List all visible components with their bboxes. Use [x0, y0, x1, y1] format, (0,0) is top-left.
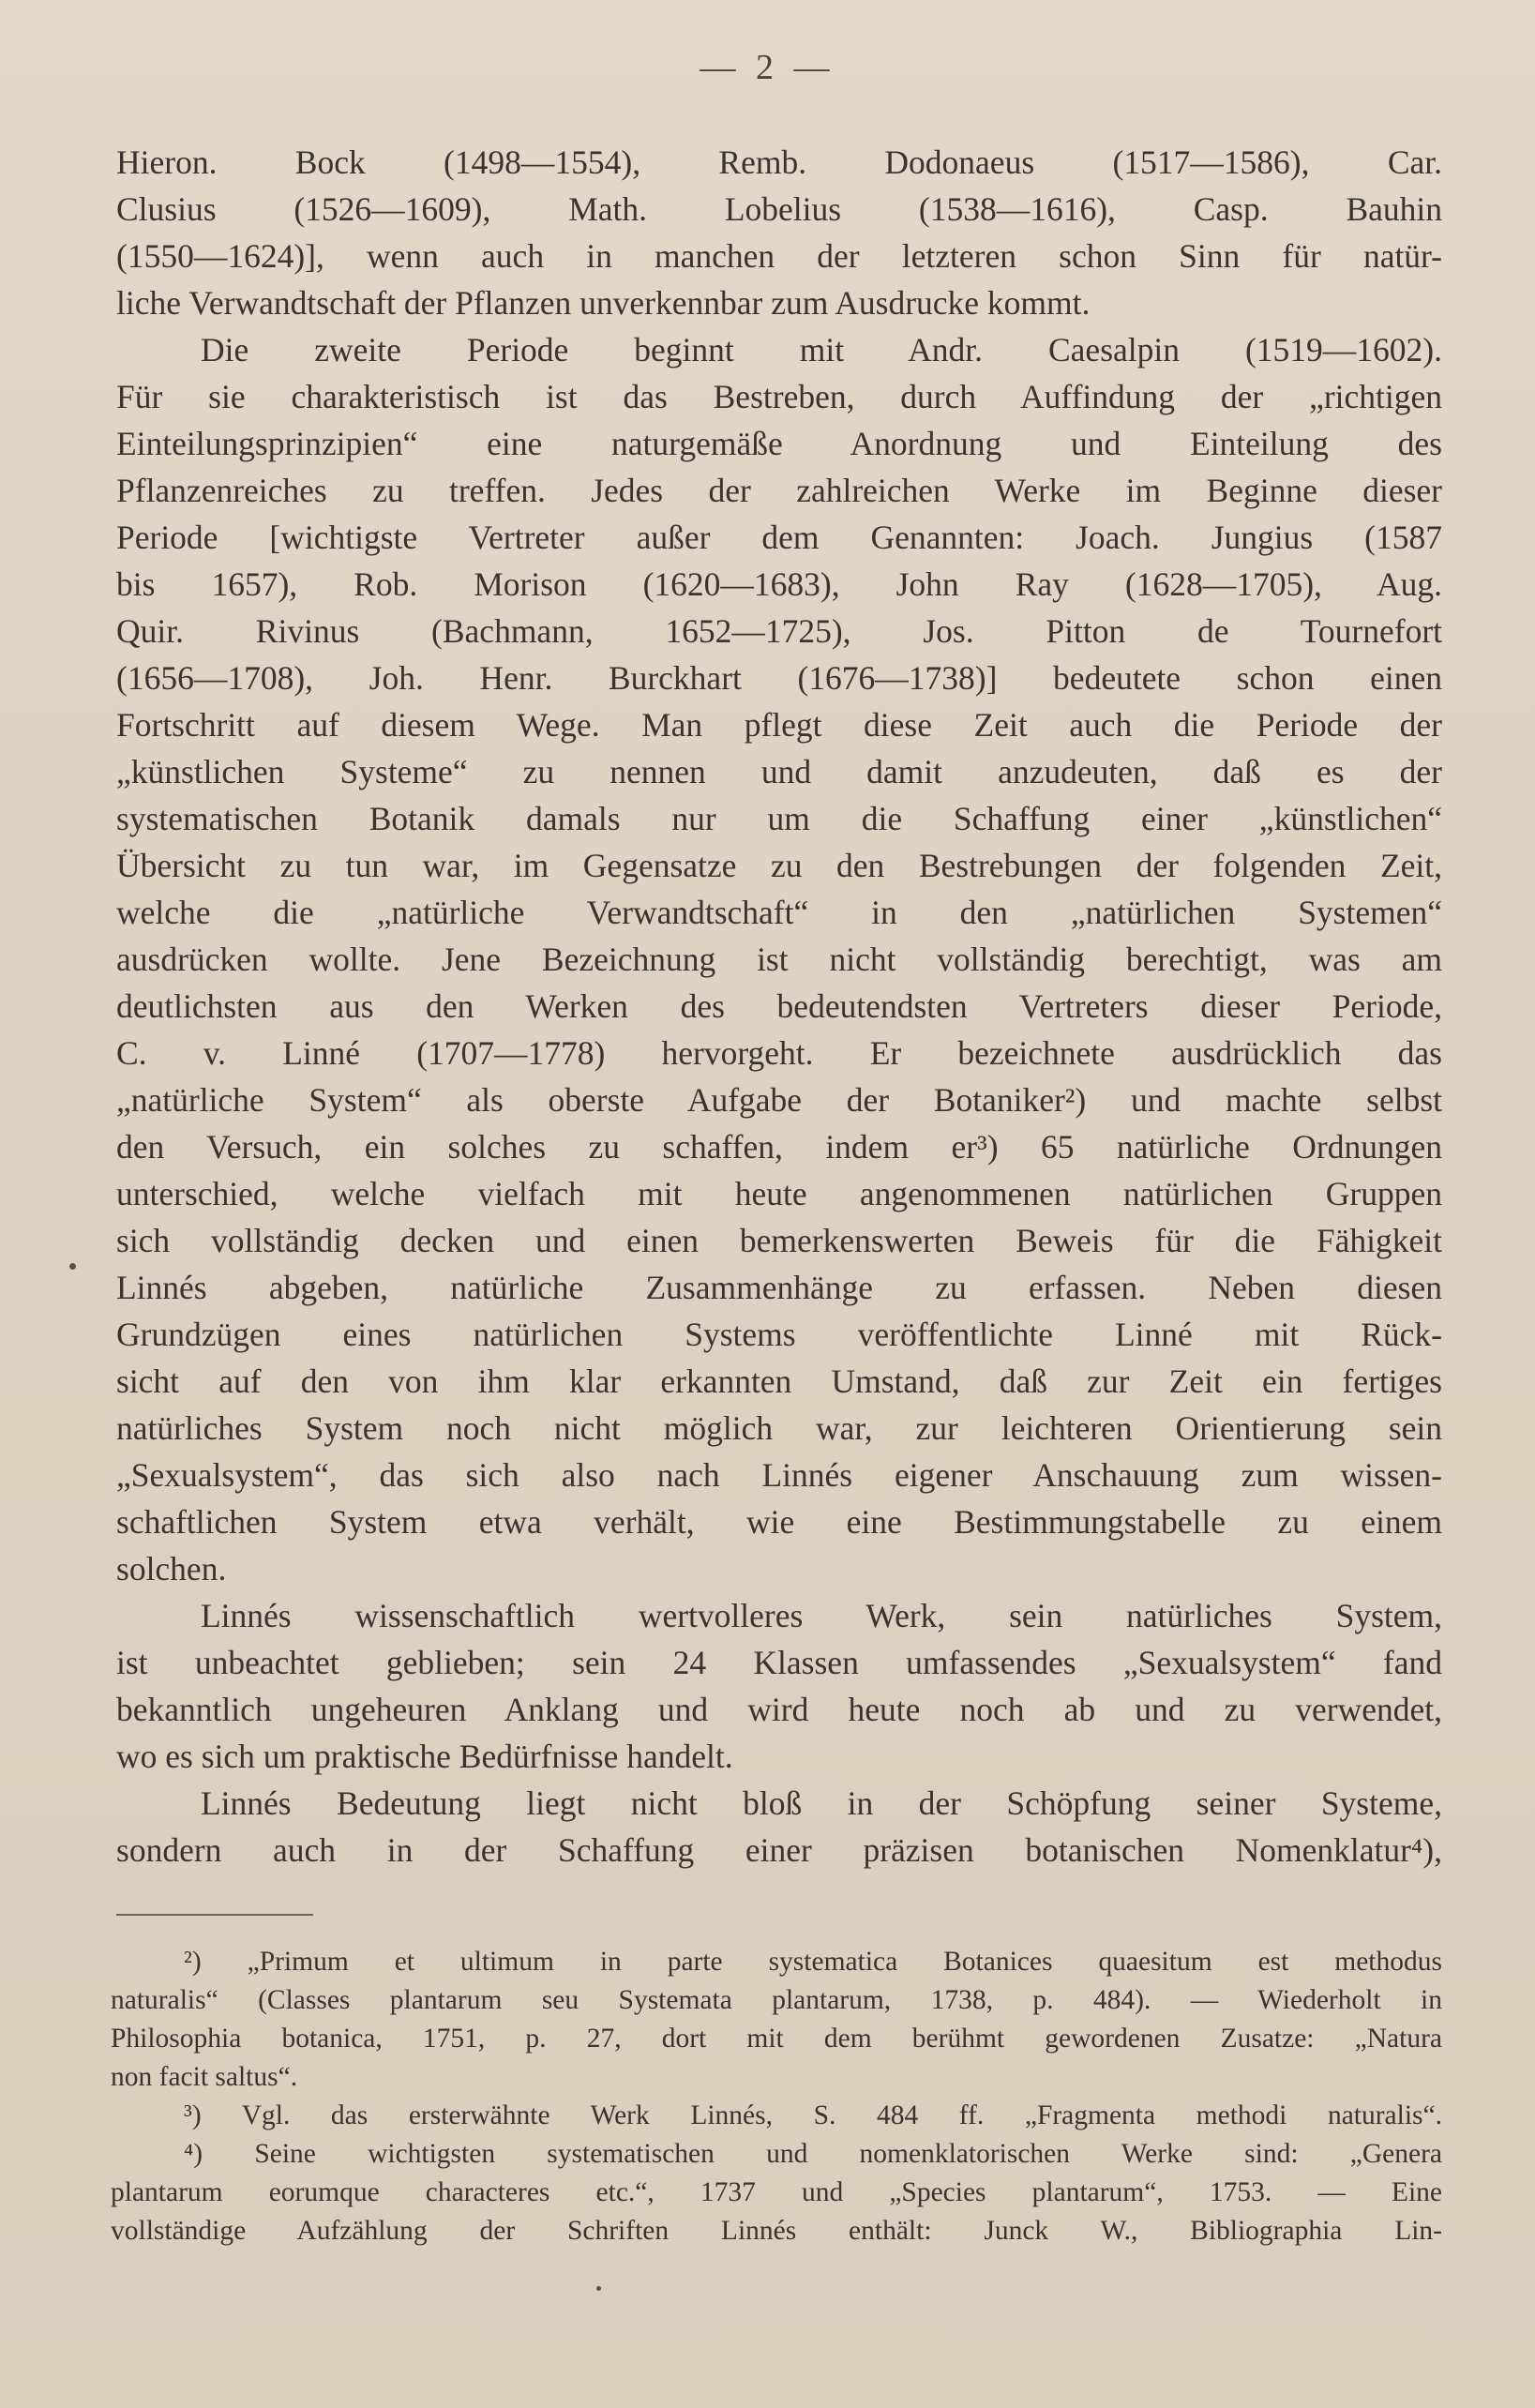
ink-speck — [596, 2286, 601, 2291]
body-line: solchen. — [116, 1550, 227, 1588]
body-line: deutlichsten aus den Werken des bedeutendsten Vertreters dieser Periode, — [116, 987, 1442, 1025]
body-line: Fortschritt auf diesem Wege. Man pflegt diese Zeit auch die Periode der — [116, 706, 1442, 744]
body-line: sicht auf den von ihm klar erkannten Umstand, daß zur Zeit ein fertiges — [116, 1362, 1442, 1400]
body-text — [116, 139, 1442, 1874]
footnote-line: non facit saltus“. — [111, 2062, 298, 2092]
page-number: — 2 — — [700, 48, 835, 87]
ink-speck — [69, 1263, 76, 1270]
footnote-line: naturalis“ (Classes plantarum seu Systemata plantarum, 1738, p. 484). — Wiederholt in — [111, 1985, 1442, 2015]
body-line: bis 1657), Rob. Morison (1620—1683), John Ray (1628—1705), Aug. — [116, 565, 1442, 603]
footnote-line: ³) Vgl. das ersterwähnte Werk Linnés, S. 484 ff. „Fragmenta methodi naturalis“. — [184, 2100, 1442, 2130]
body-line: „natürliche System“ als oberste Aufgabe der Botaniker²) und machte selbst — [116, 1081, 1442, 1119]
body-line: ist unbeachtet geblieben; sein 24 Klassen umfassendes „Sexualsystem“ fand — [116, 1644, 1442, 1681]
footnote-line: Philosophia botanica, 1751, p. 27, dort mit dem berühmt gewordenen Zusatze: „Natura — [111, 2024, 1442, 2054]
body-line: Übersicht zu tun war, im Gegensatze zu den Bestrebungen der folgenden Zeit, — [116, 847, 1442, 884]
body-line: Einteilungsprinzipien“ eine naturgemäße Anordnung und Einteilung des — [116, 425, 1442, 462]
body-line: „Sexualsystem“, das sich also nach Linnés eigener Anschauung zum wissen- — [116, 1456, 1442, 1494]
footnote-line: ²) „Primum et ultimum in parte systematica Botanices quaesitum est methodus — [184, 1947, 1442, 1977]
body-line: sich vollständig decken und einen bemerkenswerten Beweis für die Fähigkeit — [116, 1222, 1442, 1259]
body-line: Linnés wissenschaftlich wertvolleres Werk, sein natürliches System, — [201, 1597, 1442, 1634]
footnote-line: ⁴) Seine wichtigsten systematischen und nomenklatorischen Werke sind: „Genera — [184, 2139, 1442, 2169]
body-line: den Versuch, ein solches zu schaffen, indem er³) 65 natürliche Ordnungen — [116, 1128, 1442, 1166]
body-line: unterschied, welche vielfach mit heute angenommenen natürlichen Gruppen — [116, 1175, 1442, 1212]
body-line: schaftlichen System etwa verhält, wie eine Bestimmungstabelle zu einem — [116, 1503, 1442, 1541]
body-line: Linnés Bedeutung liegt nicht bloß in der Schöpfung seiner Systeme, — [201, 1784, 1442, 1822]
body-line: Hieron. Bock (1498—1554), Remb. Dodonaeus (1517—1586), Car. — [116, 143, 1442, 181]
footnote-divider — [116, 1914, 313, 1916]
body-line: sondern auch in der Schaffung einer präzisen botanischen Nomenklatur⁴), — [116, 1831, 1442, 1869]
body-line: Periode [wichtigste Vertreter außer dem Genannten: Joach. Jungius (1587 — [116, 519, 1442, 556]
body-line: Clusius (1526—1609), Math. Lobelius (1538—1616), Casp. Bauhin — [116, 190, 1442, 228]
body-line: ausdrücken wollte. Jene Bezeichnung ist nicht vollständig berechtigt, was am — [116, 941, 1442, 978]
body-line: Grundzügen eines natürlichen Systems veröffentlichte Linné mit Rück- — [116, 1316, 1442, 1353]
body-line: Linnés abgeben, natürliche Zusammenhänge zu erfassen. Neben diesen — [116, 1269, 1442, 1306]
body-line: natürliches System noch nicht möglich war, zur leichteren Orientierung sein — [116, 1409, 1442, 1447]
footnotes — [111, 1943, 1442, 2250]
body-line: liche Verwandtschaft der Pflanzen unverkennbar zum Ausdrucke kommt. — [116, 284, 1091, 322]
body-line: systematischen Botanik damals nur um die Schaffung einer „künstlichen“ — [116, 800, 1442, 837]
body-line: Für sie charakteristisch ist das Bestreben, durch Auffindung der „richtigen — [116, 378, 1442, 415]
body-line: (1656—1708), Joh. Henr. Burckhart (1676—1738)] bedeutete schon einen — [116, 659, 1442, 697]
footnote-line: plantarum eorumque characteres etc.“, 1737 und „Species plantarum“, 1753. — Eine — [111, 2177, 1442, 2207]
body-line: Die zweite Periode beginnt mit Andr. Caesalpin (1519—1602). — [201, 331, 1442, 369]
body-line: „künstlichen Systeme“ zu nennen und damit anzudeuten, daß es der — [116, 753, 1442, 790]
body-line: wo es sich um praktische Bedürfnisse handelt. — [116, 1738, 733, 1775]
body-line: C. v. Linné (1707—1778) hervorgeht. Er bezeichnete ausdrücklich das — [116, 1034, 1442, 1072]
body-line: Quir. Rivinus (Bachmann, 1652—1725), Jos. Pitton de Tournefort — [116, 612, 1442, 650]
body-line: bekanntlich ungeheuren Anklang und wird heute noch ab und zu verwendet, — [116, 1691, 1442, 1728]
body-line: Pflanzenreiches zu treffen. Jedes der zahlreichen Werke im Beginne dieser — [116, 472, 1442, 509]
footnote-line: vollständige Aufzählung der Schriften Linnés enthält: Junck W., Bibliographia Lin- — [111, 2216, 1442, 2246]
body-line: welche die „natürliche Verwandtschaft“ in den „natürlichen Systemen“ — [116, 894, 1442, 931]
body-line: (1550—1624)], wenn auch in manchen der letzteren schon Sinn für natür- — [116, 237, 1442, 275]
